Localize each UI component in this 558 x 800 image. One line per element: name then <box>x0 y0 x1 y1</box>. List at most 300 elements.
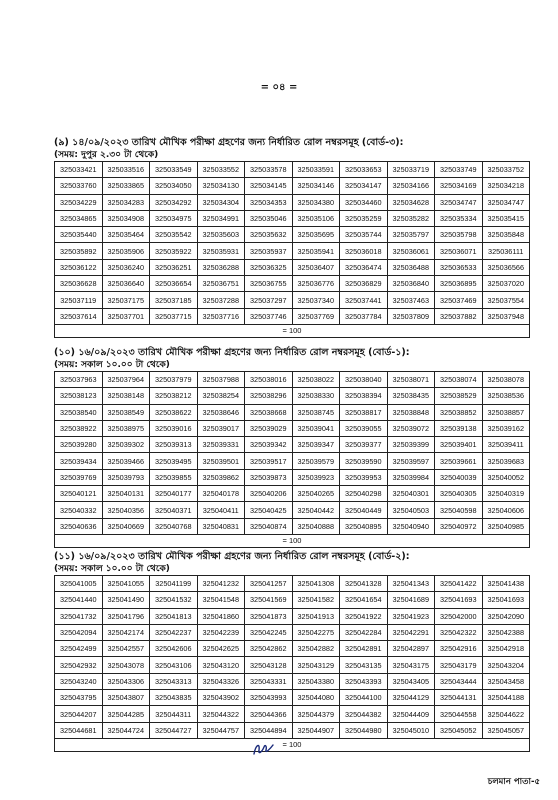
roll-cell: 325038394 <box>340 388 388 404</box>
roll-cell: 325041232 <box>197 576 245 592</box>
section-time: (সময়: সকাল ১০.০০ টা থেকে) <box>54 564 170 574</box>
roll-cell: 325039434 <box>55 453 103 469</box>
roll-cell: 325038857 <box>482 404 530 420</box>
roll-cell: 325041569 <box>245 592 293 608</box>
roll-cell: 325044322 <box>197 706 245 722</box>
roll-cell: 325039347 <box>292 437 340 453</box>
roll-cell: 325042918 <box>482 641 530 657</box>
roll-cell: 325043128 <box>245 657 293 673</box>
roll-cell: 325040972 <box>435 518 483 534</box>
roll-cell: 325040985 <box>482 518 530 534</box>
roll-cell: 325036829 <box>340 276 388 292</box>
roll-cell: 325039683 <box>482 453 530 469</box>
roll-cell: 325039331 <box>197 437 245 453</box>
roll-cell: 325039342 <box>245 437 293 453</box>
roll-cell: 325039597 <box>387 453 435 469</box>
roll-cell: 325037882 <box>435 308 483 324</box>
roll-cell: 325042284 <box>340 624 388 640</box>
roll-cell: 325043458 <box>482 673 530 689</box>
table-row <box>55 259 530 275</box>
roll-cell: 325041693 <box>482 592 530 608</box>
total-count: = 100 <box>55 324 530 337</box>
roll-cell: 325039017 <box>197 420 245 436</box>
table-row <box>55 502 530 518</box>
roll-cell: 325036474 <box>340 259 388 275</box>
roll-cell: 325040131 <box>102 486 150 502</box>
roll-cell: 325033591 <box>292 162 340 178</box>
roll-cell: 325041693 <box>435 592 483 608</box>
roll-cell: 325035259 <box>340 210 388 226</box>
roll-cell: 325035282 <box>387 210 435 226</box>
roll-cell: 325036640 <box>102 276 150 292</box>
roll-cell: 325039590 <box>340 453 388 469</box>
roll-cell: 325035744 <box>340 227 388 243</box>
roll-cell: 325045052 <box>435 722 483 738</box>
roll-cell: 325043240 <box>55 673 103 689</box>
roll-cell: 325041922 <box>340 608 388 624</box>
roll-cell: 325040442 <box>292 502 340 518</box>
table-row <box>55 404 530 420</box>
roll-cell: 325035937 <box>245 243 293 259</box>
roll-cell: 325041548 <box>197 592 245 608</box>
roll-cell: 325036776 <box>292 276 340 292</box>
roll-cell: 325038646 <box>197 404 245 420</box>
roll-cell: 325036751 <box>197 276 245 292</box>
roll-cell: 325042625 <box>197 641 245 657</box>
roll-cell: 325037715 <box>150 308 198 324</box>
roll-cell: 325041490 <box>102 592 150 608</box>
roll-cell: 325039661 <box>435 453 483 469</box>
roll-cell: 325039953 <box>340 469 388 485</box>
roll-cell: 325039072 <box>387 420 435 436</box>
roll-cell: 325040636 <box>55 518 103 534</box>
roll-cell: 325038975 <box>102 420 150 436</box>
roll-cell: 325040669 <box>102 518 150 534</box>
roll-cell: 325044409 <box>387 706 435 722</box>
roll-cell: 325037463 <box>387 292 435 308</box>
roll-cell: 325038016 <box>245 372 293 388</box>
roll-cell: 325039501 <box>197 453 245 469</box>
total-row <box>55 738 530 751</box>
roll-cell: 325034975 <box>150 210 198 226</box>
roll-cell: 325039041 <box>292 420 340 436</box>
roll-cell: 325036240 <box>102 259 150 275</box>
page-number: = ০৪ = <box>260 82 298 93</box>
roll-cell: 325043444 <box>435 673 483 689</box>
roll-cell: 325041532 <box>150 592 198 608</box>
roll-cell: 325038212 <box>150 388 198 404</box>
roll-cell: 325040606 <box>482 502 530 518</box>
roll-cell: 325038296 <box>245 388 293 404</box>
table-row <box>55 292 530 308</box>
roll-cell: 325042322 <box>435 624 483 640</box>
roll-cell: 325037988 <box>197 372 245 388</box>
roll-cell: 325044681 <box>55 722 103 738</box>
roll-cell: 325037979 <box>150 372 198 388</box>
table-row <box>55 641 530 657</box>
continued-page-label: চলমান পাতা-৫ <box>487 777 540 787</box>
roll-cell: 325035334 <box>435 210 483 226</box>
roll-cell: 325043902 <box>197 690 245 706</box>
roll-cell: 325040332 <box>55 502 103 518</box>
roll-cell: 325040449 <box>340 502 388 518</box>
roll-cell: 325043078 <box>102 657 150 673</box>
roll-cell: 325035415 <box>482 210 530 226</box>
table-row <box>55 608 530 624</box>
roll-table <box>54 371 530 548</box>
roll-cell: 325039029 <box>245 420 293 436</box>
roll-cell: 325041582 <box>292 592 340 608</box>
roll-cell: 325038123 <box>55 388 103 404</box>
roll-cell: 325034169 <box>435 178 483 194</box>
roll-cell: 325035922 <box>150 243 198 259</box>
roll-cell: 325036407 <box>292 259 340 275</box>
roll-cell: 325040301 <box>387 486 435 502</box>
roll-cell: 325038549 <box>102 404 150 420</box>
table-row <box>55 690 530 706</box>
roll-cell: 325041328 <box>340 576 388 592</box>
roll-cell: 325035906 <box>102 243 150 259</box>
roll-cell: 325040298 <box>340 486 388 502</box>
roll-cell: 325040371 <box>150 502 198 518</box>
table-row <box>55 308 530 324</box>
roll-cell: 325042094 <box>55 624 103 640</box>
roll-cell: 325035941 <box>292 243 340 259</box>
roll-cell: 325033578 <box>245 162 293 178</box>
table-row <box>55 486 530 502</box>
roll-cell: 325040598 <box>435 502 483 518</box>
roll-cell: 325041860 <box>197 608 245 624</box>
roll-cell: 325034353 <box>245 194 293 210</box>
table-row <box>55 420 530 436</box>
roll-cell: 325041055 <box>102 576 150 592</box>
roll-cell: 325037175 <box>102 292 150 308</box>
table-row <box>55 673 530 689</box>
roll-cell: 325042237 <box>150 624 198 640</box>
roll-cell: 325041343 <box>387 576 435 592</box>
roll-cell: 325042388 <box>482 624 530 640</box>
roll-cell: 325044080 <box>292 690 340 706</box>
roll-cell: 325039495 <box>150 453 198 469</box>
roll-cell: 325044285 <box>102 706 150 722</box>
roll-cell: 325042239 <box>197 624 245 640</box>
roll-cell: 325038022 <box>292 372 340 388</box>
roll-cell: 325035695 <box>292 227 340 243</box>
roll-cell: 325036755 <box>245 276 293 292</box>
roll-cell: 325034628 <box>387 194 435 210</box>
roll-cell: 325038848 <box>387 404 435 420</box>
table-row <box>55 518 530 534</box>
roll-cell: 325041732 <box>55 608 103 624</box>
roll-cell: 325043306 <box>102 673 150 689</box>
roll-cell: 325040319 <box>482 486 530 502</box>
table-row <box>55 210 530 226</box>
roll-cell: 325039466 <box>102 453 150 469</box>
section-title: (৯) ১৪/০৯/২০২৩ তারিখ মৌখিক পরীক্ষা গ্রহণের জন্য নির্ধারিত রোল নম্বরসমূহ (বোর্ড-৩): <box>54 137 404 148</box>
roll-cell: 325041689 <box>387 592 435 608</box>
roll-cell: 325034218 <box>482 178 530 194</box>
roll-cell: 325044100 <box>340 690 388 706</box>
roll-cell: 325034865 <box>55 210 103 226</box>
roll-cell: 325034304 <box>197 194 245 210</box>
roll-cell: 325041873 <box>245 608 293 624</box>
roll-cell: 325039399 <box>387 437 435 453</box>
roll-cell: 325035798 <box>435 227 483 243</box>
roll-cell: 325038330 <box>292 388 340 404</box>
roll-cell: 325035542 <box>150 227 198 243</box>
roll-cell: 325043313 <box>150 673 198 689</box>
roll-cell: 325039862 <box>197 469 245 485</box>
roll-cell: 325044379 <box>292 706 340 722</box>
roll-cell: 325043120 <box>197 657 245 673</box>
roll-cell: 325042606 <box>150 641 198 657</box>
roll-cell: 325041257 <box>245 576 293 592</box>
roll-cell: 325045010 <box>387 722 435 738</box>
roll-cell: 325040121 <box>55 486 103 502</box>
roll-cell: 325035632 <box>245 227 293 243</box>
roll-cell: 325042897 <box>387 641 435 657</box>
table-row <box>55 722 530 738</box>
roll-cell: 325039377 <box>340 437 388 453</box>
roll-cell: 325035464 <box>102 227 150 243</box>
roll-cell: 325036018 <box>340 243 388 259</box>
roll-cell: 325037340 <box>292 292 340 308</box>
table-row <box>55 624 530 640</box>
roll-cell: 325041308 <box>292 576 340 592</box>
roll-cell: 325036566 <box>482 259 530 275</box>
roll-cell: 325037948 <box>482 308 530 324</box>
roll-cell: 325033865 <box>102 178 150 194</box>
roll-cell: 325036111 <box>482 243 530 259</box>
roll-cell: 325036533 <box>435 259 483 275</box>
roll-cell: 325038040 <box>340 372 388 388</box>
roll-cell: 325044757 <box>197 722 245 738</box>
roll-cell: 325039138 <box>435 420 483 436</box>
roll-cell: 325042499 <box>55 641 103 657</box>
table-row <box>55 178 530 194</box>
roll-cell: 325035440 <box>55 227 103 243</box>
roll-table <box>54 161 530 338</box>
roll-cell: 325041438 <box>482 576 530 592</box>
roll-cell: 325044382 <box>340 706 388 722</box>
roll-cell: 325040039 <box>435 469 483 485</box>
roll-cell: 325037809 <box>387 308 435 324</box>
roll-cell: 325043135 <box>340 657 388 673</box>
table-row <box>55 469 530 485</box>
roll-cell: 325041923 <box>387 608 435 624</box>
roll-cell: 325044727 <box>150 722 198 738</box>
roll-cell: 325037614 <box>55 308 103 324</box>
roll-cell: 325044980 <box>340 722 388 738</box>
roll-cell: 325037964 <box>102 372 150 388</box>
roll-cell: 325034747 <box>435 194 483 210</box>
table-row <box>55 657 530 673</box>
roll-cell: 325033752 <box>482 162 530 178</box>
roll-cell: 325037784 <box>340 308 388 324</box>
roll-cell: 325044207 <box>55 706 103 722</box>
roll-cell: 325041796 <box>102 608 150 624</box>
roll-cell: 325038074 <box>435 372 483 388</box>
roll-cell: 325037288 <box>197 292 245 308</box>
section-board-2 <box>54 550 530 752</box>
roll-cell: 325039162 <box>482 420 530 436</box>
roll-cell: 325038852 <box>435 404 483 420</box>
roll-cell: 325039579 <box>292 453 340 469</box>
roll-cell: 325034166 <box>387 178 435 194</box>
roll-cell: 325036628 <box>55 276 103 292</box>
roll-cell: 325033653 <box>340 162 388 178</box>
roll-cell: 325043175 <box>387 657 435 673</box>
roll-cell: 325035892 <box>55 243 103 259</box>
roll-cell: 325043835 <box>150 690 198 706</box>
roll-cell: 325042932 <box>55 657 103 673</box>
roll-cell: 325034146 <box>292 178 340 194</box>
roll-table <box>54 575 530 752</box>
table-row <box>55 437 530 453</box>
roll-cell: 325037297 <box>245 292 293 308</box>
roll-cell: 325043106 <box>150 657 198 673</box>
roll-cell: 325036288 <box>197 259 245 275</box>
roll-cell: 325041422 <box>435 576 483 592</box>
roll-cell: 325044907 <box>292 722 340 738</box>
roll-cell: 325037469 <box>435 292 483 308</box>
table-row <box>55 372 530 388</box>
roll-cell: 325043795 <box>55 690 103 706</box>
roll-cell: 325040888 <box>292 518 340 534</box>
section-board-1 <box>54 346 530 548</box>
roll-cell: 325040411 <box>197 502 245 518</box>
roll-cell: 325038922 <box>55 420 103 436</box>
roll-cell: 325042090 <box>482 608 530 624</box>
roll-cell: 325035931 <box>197 243 245 259</box>
roll-cell: 325037769 <box>292 308 340 324</box>
roll-cell: 325040768 <box>150 518 198 534</box>
roll-cell: 325042916 <box>435 641 483 657</box>
roll-cell: 325041005 <box>55 576 103 592</box>
roll-cell: 325037716 <box>197 308 245 324</box>
roll-cell: 325033760 <box>55 178 103 194</box>
roll-cell: 325039923 <box>292 469 340 485</box>
section-time: (সময়: দুপুর ২.৩০ টা থেকে) <box>54 150 159 160</box>
roll-cell: 325040178 <box>197 486 245 502</box>
roll-cell: 325038148 <box>102 388 150 404</box>
roll-cell: 325035046 <box>245 210 293 226</box>
roll-cell: 325034991 <box>197 210 245 226</box>
roll-cell: 325036251 <box>150 259 198 275</box>
roll-cell: 325043204 <box>482 657 530 673</box>
roll-cell: 325038071 <box>387 372 435 388</box>
table-row <box>55 592 530 608</box>
table-row <box>55 453 530 469</box>
roll-cell: 325039055 <box>340 420 388 436</box>
roll-cell: 325033549 <box>150 162 198 178</box>
roll-cell: 325040052 <box>482 469 530 485</box>
roll-cell: 325041913 <box>292 608 340 624</box>
roll-cell: 325044129 <box>387 690 435 706</box>
roll-cell: 325044894 <box>245 722 293 738</box>
roll-cell: 325037963 <box>55 372 103 388</box>
roll-cell: 325036488 <box>387 259 435 275</box>
roll-cell: 325039517 <box>245 453 293 469</box>
roll-cell: 325042174 <box>102 624 150 640</box>
roll-cell: 325042275 <box>292 624 340 640</box>
roll-cell: 325039280 <box>55 437 103 453</box>
table-row <box>55 227 530 243</box>
roll-cell: 325042862 <box>245 641 293 657</box>
roll-cell: 325040356 <box>102 502 150 518</box>
roll-cell: 325040831 <box>197 518 245 534</box>
roll-cell: 325040874 <box>245 518 293 534</box>
roll-cell: 325034292 <box>150 194 198 210</box>
table-row <box>55 243 530 259</box>
roll-cell: 325040425 <box>245 502 293 518</box>
roll-cell: 325042557 <box>102 641 150 657</box>
section-time: (সময়: সকাল ১০.০০ টা থেকে) <box>54 360 170 370</box>
roll-cell: 325036895 <box>435 276 483 292</box>
roll-cell: 325038817 <box>340 404 388 420</box>
roll-cell: 325044311 <box>150 706 198 722</box>
roll-cell: 325044622 <box>482 706 530 722</box>
roll-cell: 325038435 <box>387 388 435 404</box>
roll-cell: 325043331 <box>245 673 293 689</box>
roll-cell: 325040895 <box>340 518 388 534</box>
roll-cell: 325034130 <box>197 178 245 194</box>
roll-cell: 325034283 <box>102 194 150 210</box>
roll-cell: 325038540 <box>55 404 103 420</box>
roll-cell: 325039411 <box>482 437 530 453</box>
roll-cell: 325040265 <box>292 486 340 502</box>
roll-cell: 325034050 <box>150 178 198 194</box>
roll-cell: 325041440 <box>55 592 103 608</box>
roll-cell: 325033749 <box>435 162 483 178</box>
roll-cell: 325045057 <box>482 722 530 738</box>
roll-cell: 325035848 <box>482 227 530 243</box>
roll-cell: 325042891 <box>340 641 388 657</box>
roll-cell: 325043179 <box>435 657 483 673</box>
roll-cell: 325042000 <box>435 608 483 624</box>
roll-cell: 325037119 <box>55 292 103 308</box>
table-row <box>55 162 530 178</box>
roll-cell: 325034229 <box>55 194 103 210</box>
roll-cell: 325036122 <box>55 259 103 275</box>
section-title: (১০) ১৬/০৯/২০২৩ তারিখ মৌখিক পরীক্ষা গ্রহণের জন্য নির্ধারিত রোল নম্বরসমূহ (বোর্ড-১): <box>54 347 410 358</box>
roll-cell: 325038254 <box>197 388 245 404</box>
roll-cell: 325034908 <box>102 210 150 226</box>
roll-cell: 325041199 <box>150 576 198 592</box>
roll-cell: 325039769 <box>55 469 103 485</box>
roll-cell: 325034747 <box>482 194 530 210</box>
total-count: = 100 <box>55 738 530 751</box>
roll-cell: 325043326 <box>197 673 245 689</box>
roll-cell: 325034460 <box>340 194 388 210</box>
roll-cell: 325038078 <box>482 372 530 388</box>
roll-cell: 325035106 <box>292 210 340 226</box>
section-title: (১১) ১৬/০৯/২০২৩ তারিখ মৌখিক পরীক্ষা গ্রহণের জন্য নির্ধারিত রোল নম্বরসমূহ (বোর্ড-২): <box>54 551 410 562</box>
roll-cell: 325036654 <box>150 276 198 292</box>
roll-cell: 325044131 <box>435 690 483 706</box>
roll-cell: 325033516 <box>102 162 150 178</box>
roll-cell: 325040503 <box>387 502 435 518</box>
roll-cell: 325039873 <box>245 469 293 485</box>
roll-cell: 325037701 <box>102 308 150 324</box>
roll-cell: 325038529 <box>435 388 483 404</box>
roll-cell: 325039401 <box>435 437 483 453</box>
roll-cell: 325040305 <box>435 486 483 502</box>
table-row <box>55 706 530 722</box>
roll-cell: 325034145 <box>245 178 293 194</box>
roll-cell: 325037441 <box>340 292 388 308</box>
roll-cell: 325033421 <box>55 162 103 178</box>
